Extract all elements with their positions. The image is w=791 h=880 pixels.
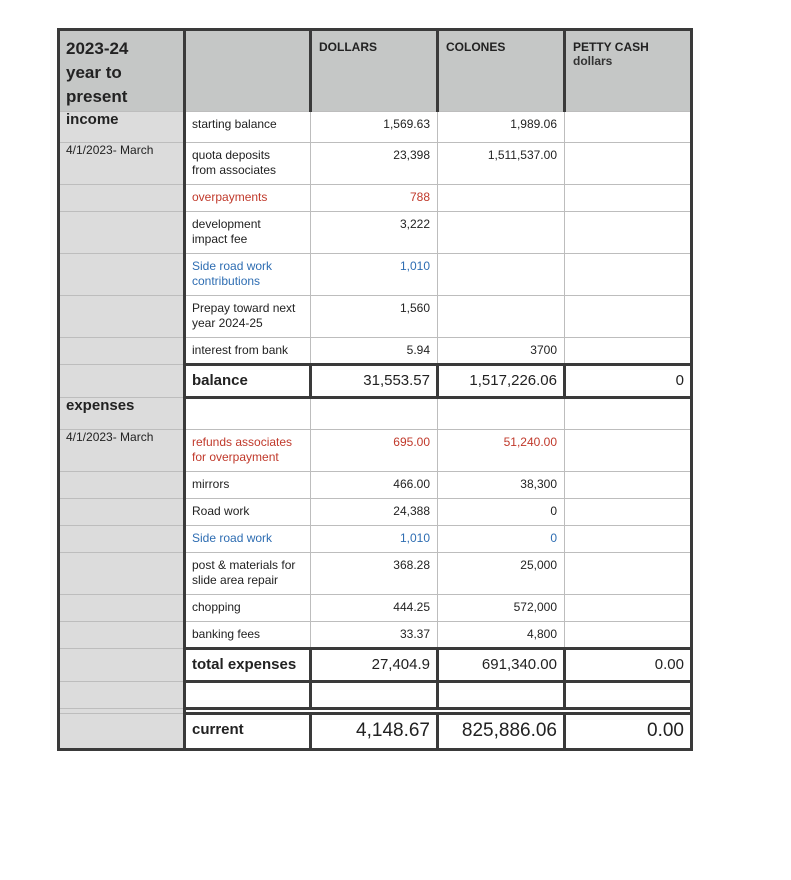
colones-amount: 1,511,537.00 <box>487 148 557 162</box>
income-petty-cell <box>565 254 692 296</box>
income-row <box>59 338 692 365</box>
dollars-amount: 695.00 <box>393 435 430 449</box>
income-date-label: 4/1/2023- March <box>66 143 154 157</box>
income-petty-cell <box>565 185 692 212</box>
income-item-cell <box>185 212 311 254</box>
line-item-label: for overpayment <box>192 450 279 464</box>
expenses-left-label-cell <box>59 472 185 499</box>
income-colones-cell <box>438 338 565 365</box>
line-item-label: impact fee <box>192 232 248 246</box>
line-item-label: Prepay toward next <box>192 301 296 315</box>
dollars-amount: 1,560 <box>399 301 430 315</box>
expenses-header-row <box>59 398 692 430</box>
expenses-petty-cell <box>565 499 692 526</box>
report-title-line: present <box>66 87 128 106</box>
column-header-2 <box>565 30 692 112</box>
income-item-cell <box>185 185 311 212</box>
expenses-dollars-cell <box>311 553 438 595</box>
dollars-amount: 788 <box>409 190 430 204</box>
line-item-label: contributions <box>192 274 261 288</box>
dollars-amount: 5.94 <box>406 343 430 357</box>
expenses-row <box>59 430 692 472</box>
income-row <box>59 185 692 212</box>
colones-amount: 51,240.00 <box>503 435 557 449</box>
income-dollars-cell <box>311 212 438 254</box>
expenses-dollars-cell <box>311 472 438 499</box>
expenses-left-label-cell <box>59 499 185 526</box>
expenses-colones-cell <box>438 472 565 499</box>
colones-amount: 4,800 <box>526 627 557 641</box>
total-expenses-row <box>59 649 692 682</box>
dollars-amount: 24,388 <box>393 504 430 518</box>
colones-amount: 1,989.06 <box>510 117 557 131</box>
dollars-amount: 466.00 <box>393 477 430 491</box>
income-left-label-cell <box>59 338 185 365</box>
expenses-colones-cell <box>438 553 565 595</box>
dollars-amount: 368.28 <box>393 558 430 572</box>
expenses-row <box>59 499 692 526</box>
current-dollars-amount: 4,148.67 <box>356 720 430 741</box>
total-expenses-dollars-cell <box>311 649 438 682</box>
current-petty-amount: 0.00 <box>647 720 684 741</box>
expenses-left-cell <box>59 398 185 430</box>
income-left-label-cell <box>59 296 185 338</box>
balance-petty-amount: 0 <box>675 372 684 389</box>
expenses-row <box>59 526 692 553</box>
expenses-item-cell <box>185 430 311 472</box>
income-petty-cell <box>565 112 692 143</box>
total-expenses-petty-amount: 0.00 <box>654 656 684 673</box>
blank-cell <box>565 398 692 430</box>
income-dollars-cell <box>311 338 438 365</box>
column-title: PETTY CASH <box>573 40 649 54</box>
column-header-1 <box>438 30 565 112</box>
expenses-row <box>59 595 692 622</box>
colones-amount: 38,300 <box>520 477 557 491</box>
current-row <box>59 714 692 750</box>
blank-cell <box>311 398 438 430</box>
colones-amount <box>438 254 564 259</box>
expenses-petty-cell <box>565 553 692 595</box>
balance-petty-cell <box>565 365 692 398</box>
current-label-cell <box>185 714 311 750</box>
income-dollars-cell <box>311 254 438 296</box>
line-item-label: interest from bank <box>192 343 289 357</box>
expenses-dollars-cell <box>311 595 438 622</box>
expenses-colones-cell <box>438 499 565 526</box>
income-left-label-cell <box>59 143 185 185</box>
expenses-row <box>59 553 692 595</box>
balance-dollars-amount: 31,553.57 <box>363 372 430 389</box>
line-item-label: banking fees <box>192 627 261 641</box>
corner-cell <box>59 30 185 112</box>
expenses-dollars-cell <box>311 499 438 526</box>
income-colones-cell <box>438 185 565 212</box>
income-colones-cell <box>438 212 565 254</box>
spacer-cell <box>565 682 692 709</box>
current-petty-cell <box>565 714 692 750</box>
income-item-cell <box>185 112 311 143</box>
balance-colones-cell <box>438 365 565 398</box>
total-expenses-label-cell <box>185 649 311 682</box>
expenses-dollars-cell <box>311 622 438 649</box>
petty-amount <box>565 430 690 435</box>
dollars-amount: 3,222 <box>399 217 430 231</box>
petty-amount <box>565 472 690 477</box>
balance-left-cell <box>59 365 185 398</box>
colones-amount <box>438 185 564 190</box>
report-title-line: 2023-24 <box>66 39 129 58</box>
expenses-colones-cell <box>438 622 565 649</box>
income-left-label-cell <box>59 185 185 212</box>
expenses-colones-cell <box>438 595 565 622</box>
income-dollars-cell <box>311 112 438 143</box>
balance-dollars-cell <box>311 365 438 398</box>
income-row <box>59 212 692 254</box>
line-item-label: post & materials for <box>192 558 296 572</box>
expenses-left-label-cell <box>59 595 185 622</box>
colones-amount: 0 <box>550 504 557 518</box>
colones-amount <box>438 212 564 217</box>
income-petty-cell <box>565 212 692 254</box>
expenses-petty-cell <box>565 472 692 499</box>
expenses-petty-cell <box>565 430 692 472</box>
expenses-item-cell <box>185 472 311 499</box>
report-title-line: year to <box>66 63 122 82</box>
colones-amount: 25,000 <box>520 558 557 572</box>
spacer-row <box>59 682 692 709</box>
expenses-colones-cell <box>438 430 565 472</box>
expenses-left-label-cell <box>59 430 185 472</box>
expenses-item-cell <box>185 553 311 595</box>
income-colones-cell <box>438 112 565 143</box>
spacer-cell <box>185 682 311 709</box>
line-item-label: development <box>192 217 261 231</box>
income-row <box>59 254 692 296</box>
income-left-label-cell <box>59 254 185 296</box>
current-colones-amount: 825,886.06 <box>461 720 557 741</box>
current-label: current <box>192 721 244 738</box>
blank-header-cell <box>185 30 311 112</box>
line-item-label: overpayments <box>192 190 268 204</box>
colones-amount: 572,000 <box>513 600 557 614</box>
line-item-label: chopping <box>192 600 241 614</box>
colones-amount <box>438 296 564 301</box>
current-dollars-cell <box>311 714 438 750</box>
blank-cell <box>438 398 565 430</box>
income-petty-cell <box>565 338 692 365</box>
line-item-label: mirrors <box>192 477 230 491</box>
petty-amount <box>565 553 690 558</box>
petty-amount <box>565 622 690 627</box>
colones-amount: 0 <box>550 531 557 545</box>
expenses-item-cell <box>185 622 311 649</box>
income-item-cell <box>185 254 311 296</box>
expenses-left-label-cell <box>59 526 185 553</box>
spacer-cell <box>438 682 565 709</box>
line-item-label: from associates <box>192 163 277 177</box>
column-title: COLONES <box>446 40 506 54</box>
income-section-label: income <box>66 111 119 128</box>
line-item-label: Side road work <box>192 259 273 273</box>
income-dollars-cell <box>311 185 438 212</box>
expenses-item-cell <box>185 526 311 553</box>
expenses-row <box>59 622 692 649</box>
total-expenses-left-cell <box>59 649 185 682</box>
income-item-cell <box>185 338 311 365</box>
income-dollars-cell <box>311 143 438 185</box>
income-colones-cell <box>438 254 565 296</box>
expenses-item-cell <box>185 499 311 526</box>
spacer-cell <box>311 682 438 709</box>
income-left-label-cell <box>59 212 185 254</box>
header-row <box>59 30 692 112</box>
line-item-label: slide area repair <box>192 573 279 587</box>
line-item-label: Road work <box>192 504 250 518</box>
line-item-label: refunds associates <box>192 435 293 449</box>
expenses-item-cell <box>185 595 311 622</box>
expenses-left-label-cell <box>59 622 185 649</box>
income-dollars-cell <box>311 296 438 338</box>
dollars-amount: 1,569.63 <box>383 117 430 131</box>
total-expenses-colones-cell <box>438 649 565 682</box>
dollars-amount: 1,010 <box>399 259 430 273</box>
line-item-label: quota deposits <box>192 148 271 162</box>
petty-amount <box>565 499 690 504</box>
expenses-petty-cell <box>565 622 692 649</box>
balance-label: balance <box>192 372 248 389</box>
petty-amount <box>565 143 690 148</box>
income-petty-cell <box>565 296 692 338</box>
income-row <box>59 143 692 185</box>
expenses-date-label: 4/1/2023- March <box>66 430 154 444</box>
income-colones-cell <box>438 143 565 185</box>
spacer-left-cell <box>59 682 185 709</box>
expenses-petty-cell <box>565 595 692 622</box>
petty-amount <box>565 185 690 190</box>
petty-amount <box>565 254 690 259</box>
expenses-dollars-cell <box>311 430 438 472</box>
income-petty-cell <box>565 143 692 185</box>
expenses-left-label-cell <box>59 553 185 595</box>
current-colones-cell <box>438 714 565 750</box>
balance-row <box>59 365 692 398</box>
dollars-amount: 23,398 <box>393 148 430 162</box>
petty-amount <box>565 212 690 217</box>
expenses-dollars-cell <box>311 526 438 553</box>
petty-amount <box>565 338 690 343</box>
balance-colones-amount: 1,517,226.06 <box>469 372 557 389</box>
expenses-row <box>59 472 692 499</box>
blank-cell <box>185 398 311 430</box>
expenses-section-label: expenses <box>66 397 135 414</box>
dollars-amount: 33.37 <box>399 627 430 641</box>
column-header-0 <box>311 30 438 112</box>
petty-amount <box>565 595 690 600</box>
income-left-label-cell <box>59 112 185 143</box>
current-left-cell <box>59 714 185 750</box>
line-item-label: Side road work <box>192 531 273 545</box>
ledger-table <box>57 28 693 751</box>
income-row <box>59 296 692 338</box>
income-item-cell <box>185 296 311 338</box>
expenses-petty-cell <box>565 526 692 553</box>
balance-label-cell <box>185 365 311 398</box>
total-expenses-petty-cell <box>565 649 692 682</box>
total-expenses-dollars-amount: 27,404.9 <box>371 656 430 673</box>
line-item-label: year 2024-25 <box>192 316 263 330</box>
colones-amount: 3700 <box>530 343 557 357</box>
dollars-amount: 444.25 <box>393 600 430 614</box>
line-item-label: starting balance <box>192 117 277 131</box>
column-title: DOLLARS <box>319 40 377 54</box>
income-row <box>59 112 692 143</box>
column-subtitle: dollars <box>573 54 613 68</box>
expenses-colones-cell <box>438 526 565 553</box>
petty-amount <box>565 296 690 301</box>
income-item-cell <box>185 143 311 185</box>
total-expenses-label: total expenses <box>192 656 297 673</box>
total-expenses-colones-amount: 691,340.00 <box>481 656 557 673</box>
income-colones-cell <box>438 296 565 338</box>
petty-amount <box>565 112 690 117</box>
dollars-amount: 1,010 <box>399 531 430 545</box>
petty-amount <box>565 526 690 531</box>
